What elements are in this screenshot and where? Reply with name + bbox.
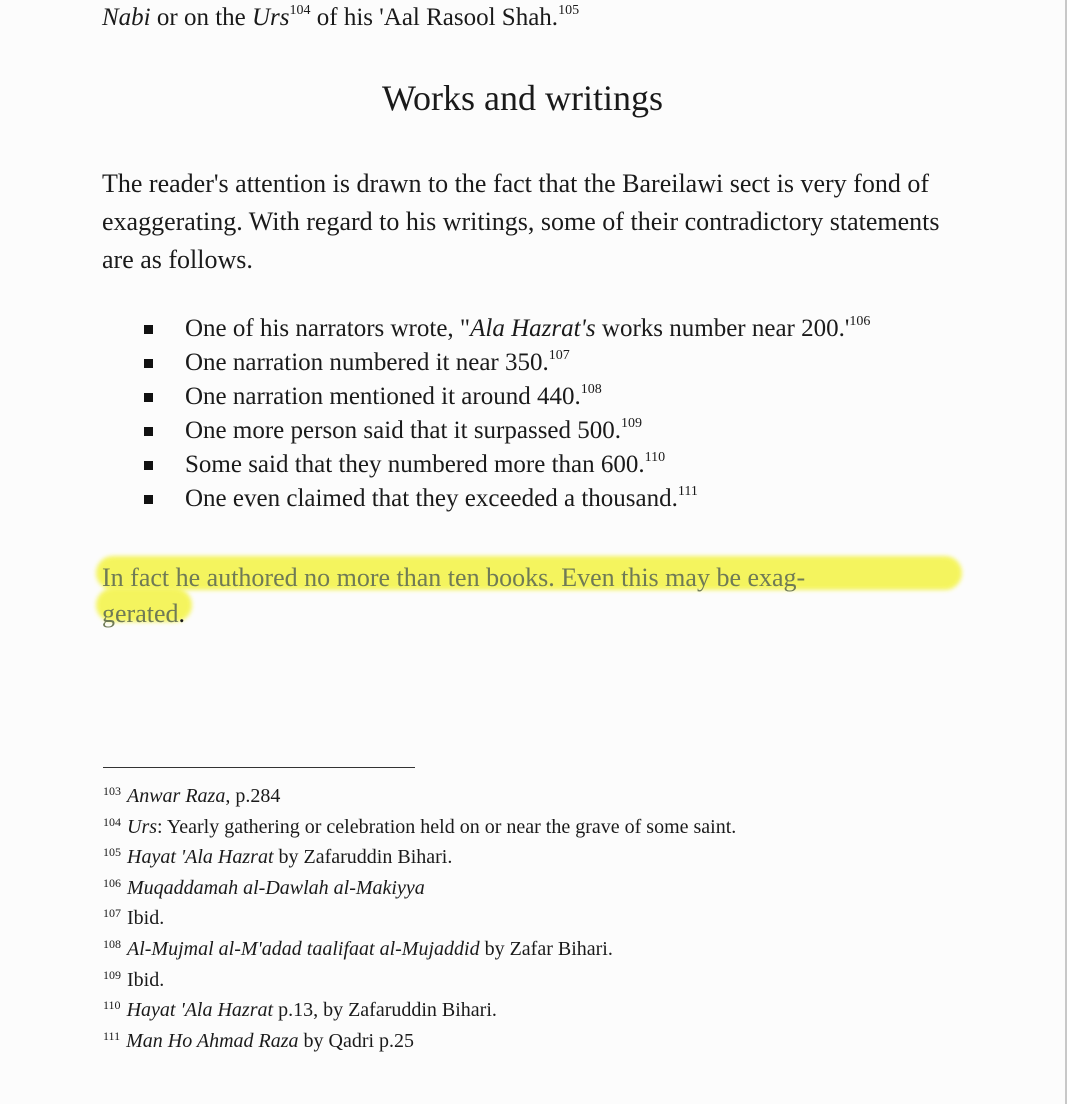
- footnote-number: 109: [103, 967, 121, 982]
- footnote-item: [103, 781, 736, 812]
- claim-text: One more person said that it surpassed 500.: [185, 417, 622, 444]
- footnote-text: by Zafar Bihari.: [479, 937, 613, 960]
- footnote-text: p.13, by Zafaruddin Bihari.: [273, 999, 497, 1022]
- footnote-number: 103: [103, 784, 121, 798]
- footnote-title: Hayat 'Ala Hazrat: [127, 846, 274, 869]
- footnote-ref: 107: [548, 348, 570, 363]
- claim-text: One even claimed that they exceeded a thousand.: [185, 485, 678, 512]
- footnote-separator: [103, 767, 415, 768]
- list-item: [143, 312, 870, 346]
- claims-list: [143, 312, 870, 516]
- list-item: [143, 380, 870, 414]
- list-item: [143, 448, 870, 482]
- footnote-text: Ibid.: [127, 907, 165, 930]
- footnote-number: 106: [103, 875, 121, 890]
- footnotes-list: [103, 781, 736, 1056]
- footnote-ref-105: 105: [558, 3, 580, 18]
- footnote-ref-104: 104: [289, 3, 311, 18]
- text-segment: of his 'Aal Rasool Shah.: [310, 4, 559, 31]
- footnote-number: 110: [103, 998, 121, 1013]
- footnote-item: [103, 873, 736, 904]
- footnote-item: [103, 934, 736, 965]
- section-heading: Works and writings: [381, 78, 664, 118]
- footnote-title: Anwar Raza: [127, 785, 226, 807]
- claim-italic: Ala Hazrat's: [470, 315, 596, 342]
- footnote-text: by Qadri p.25: [298, 1029, 415, 1052]
- claim-text: works number near 200.': [595, 315, 850, 342]
- footnote-ref: 106: [849, 314, 871, 329]
- list-item: [143, 414, 870, 448]
- term-nabi: Nabi: [102, 4, 151, 31]
- footnote-text: by Zafaruddin Bihari.: [273, 846, 453, 869]
- footnote-number: 104: [103, 814, 121, 829]
- claim-text: Some said that they numbered more than 600.: [185, 451, 645, 478]
- sentence-end: .: [178, 599, 186, 628]
- term-urs: Urs: [252, 4, 290, 31]
- footnote-number: 107: [103, 906, 121, 921]
- bullet-square-icon: [144, 359, 153, 368]
- footnote-title: Urs: [127, 815, 158, 838]
- footnote-item: [103, 903, 736, 934]
- footnote-title: Hayat 'Ala Hazrat: [126, 999, 274, 1022]
- footnote-item: [103, 812, 736, 843]
- footnote-number: 111: [103, 1028, 121, 1043]
- footnote-ref: 110: [644, 450, 666, 465]
- bullet-square-icon: [144, 325, 153, 334]
- intro-paragraph: The reader's attention is drawn to the fact that the Bareilawi sect is very fond of exaggerating. With regard to his writings, some of their contradictory statements are as follows.: [102, 169, 940, 274]
- footnote-title: Muqaddamah al-Dawlah al-Makiyya: [127, 876, 425, 899]
- conclusion-paragraph: [102, 560, 962, 632]
- bullet-square-icon: [144, 393, 153, 402]
- list-item: [143, 346, 870, 380]
- footnote-item: [103, 965, 736, 996]
- footnote-number: 105: [103, 845, 121, 860]
- footnote-item: [103, 1026, 736, 1057]
- footnote-text: : Yearly gathering or celebration held on or near the grave of some saint.: [157, 815, 737, 838]
- continued-paragraph-line: [102, 4, 579, 32]
- highlighted-text: gerated: [102, 599, 179, 628]
- footnote-title: Man Ho Ahmad Raza: [126, 1029, 299, 1052]
- footnote-item: [103, 995, 736, 1026]
- claim-text: One narration numbered it near 350.: [185, 349, 549, 376]
- footnote-number: 108: [103, 936, 121, 951]
- bullet-square-icon: [144, 427, 153, 436]
- list-item: [143, 482, 870, 516]
- claim-text: One of his narrators wrote, ": [185, 315, 471, 342]
- text-segment: or on the: [150, 4, 252, 31]
- footnote-ref: 108: [580, 382, 602, 397]
- footnote-text: Ibid.: [127, 968, 165, 991]
- footnote-text: , p.284: [225, 785, 281, 807]
- footnote-title: Al-Mujmal al-M'adad taalifaat al-Mujaddid: [127, 937, 480, 960]
- bullet-square-icon: [144, 495, 153, 504]
- footnote-ref: 109: [621, 416, 643, 431]
- footnote-item: [103, 842, 736, 873]
- highlighted-text: In fact he authored no more than ten books. Even this may be exag-: [102, 563, 806, 592]
- bullet-square-icon: [144, 461, 153, 470]
- footnote-ref: 111: [677, 484, 698, 499]
- claim-text: One narration mentioned it around 440.: [185, 383, 581, 410]
